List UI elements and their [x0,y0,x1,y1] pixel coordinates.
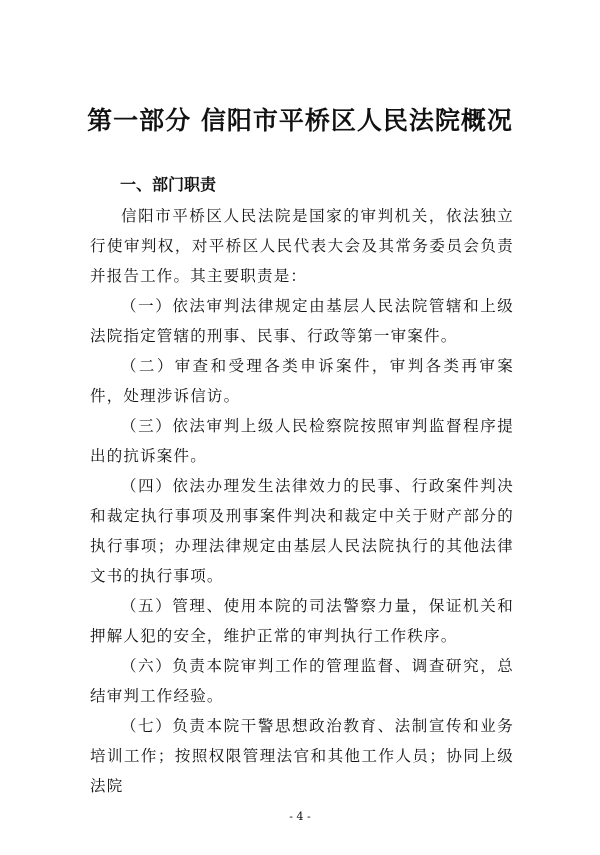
duty-item-7: （七）负责本院干警思想政治教育、法制宣传和业务培训工作；按照权限管理法官和其他工作人员；协同上级法院 [90,717,514,795]
duty-item-3: （三）依法审判上级人民检察院按照审判监督程序提出的抗诉案件。 [90,417,514,465]
duty-item-2: （二）审查和受理各类申诉案件，审判各类再审案件，处理涉诉信访。 [90,357,514,405]
duty-item-4: （四）依法办理发生法律效力的民事、行政案件判决和裁定执行事项及刑事案件判决和裁定中关于财产部分的执行事项；办理法律规定由基层人民法院执行的其他法律文书的执行事项。 [90,477,514,585]
intro-paragraph: 信阳市平桥区人民法院是国家的审判机关，依法独立行使审判权，对平桥区人民代表大会及其常务委员会负责并报告工作。其主要职责是： [90,207,514,285]
document-title: 第一部分 信阳市平桥区人民法院概况 [87,106,513,135]
duty-item-6: （六）负责本院审判工作的管理监督、调查研究，总结审判工作经验。 [90,657,514,705]
section-heading: 一、部门职责 [120,175,217,194]
body-text [90,201,514,801]
duty-item-5: （五）管理、使用本院的司法警察力量，保证机关和押解人犯的安全，维护正常的审判执行工作秩序。 [90,597,514,645]
duty-item-1: （一）依法审判法律规定由基层人民法院管辖和上级法院指定管辖的刑事、民事、行政等第一审案件。 [90,297,514,345]
page-number: - 4 - [289,810,311,823]
